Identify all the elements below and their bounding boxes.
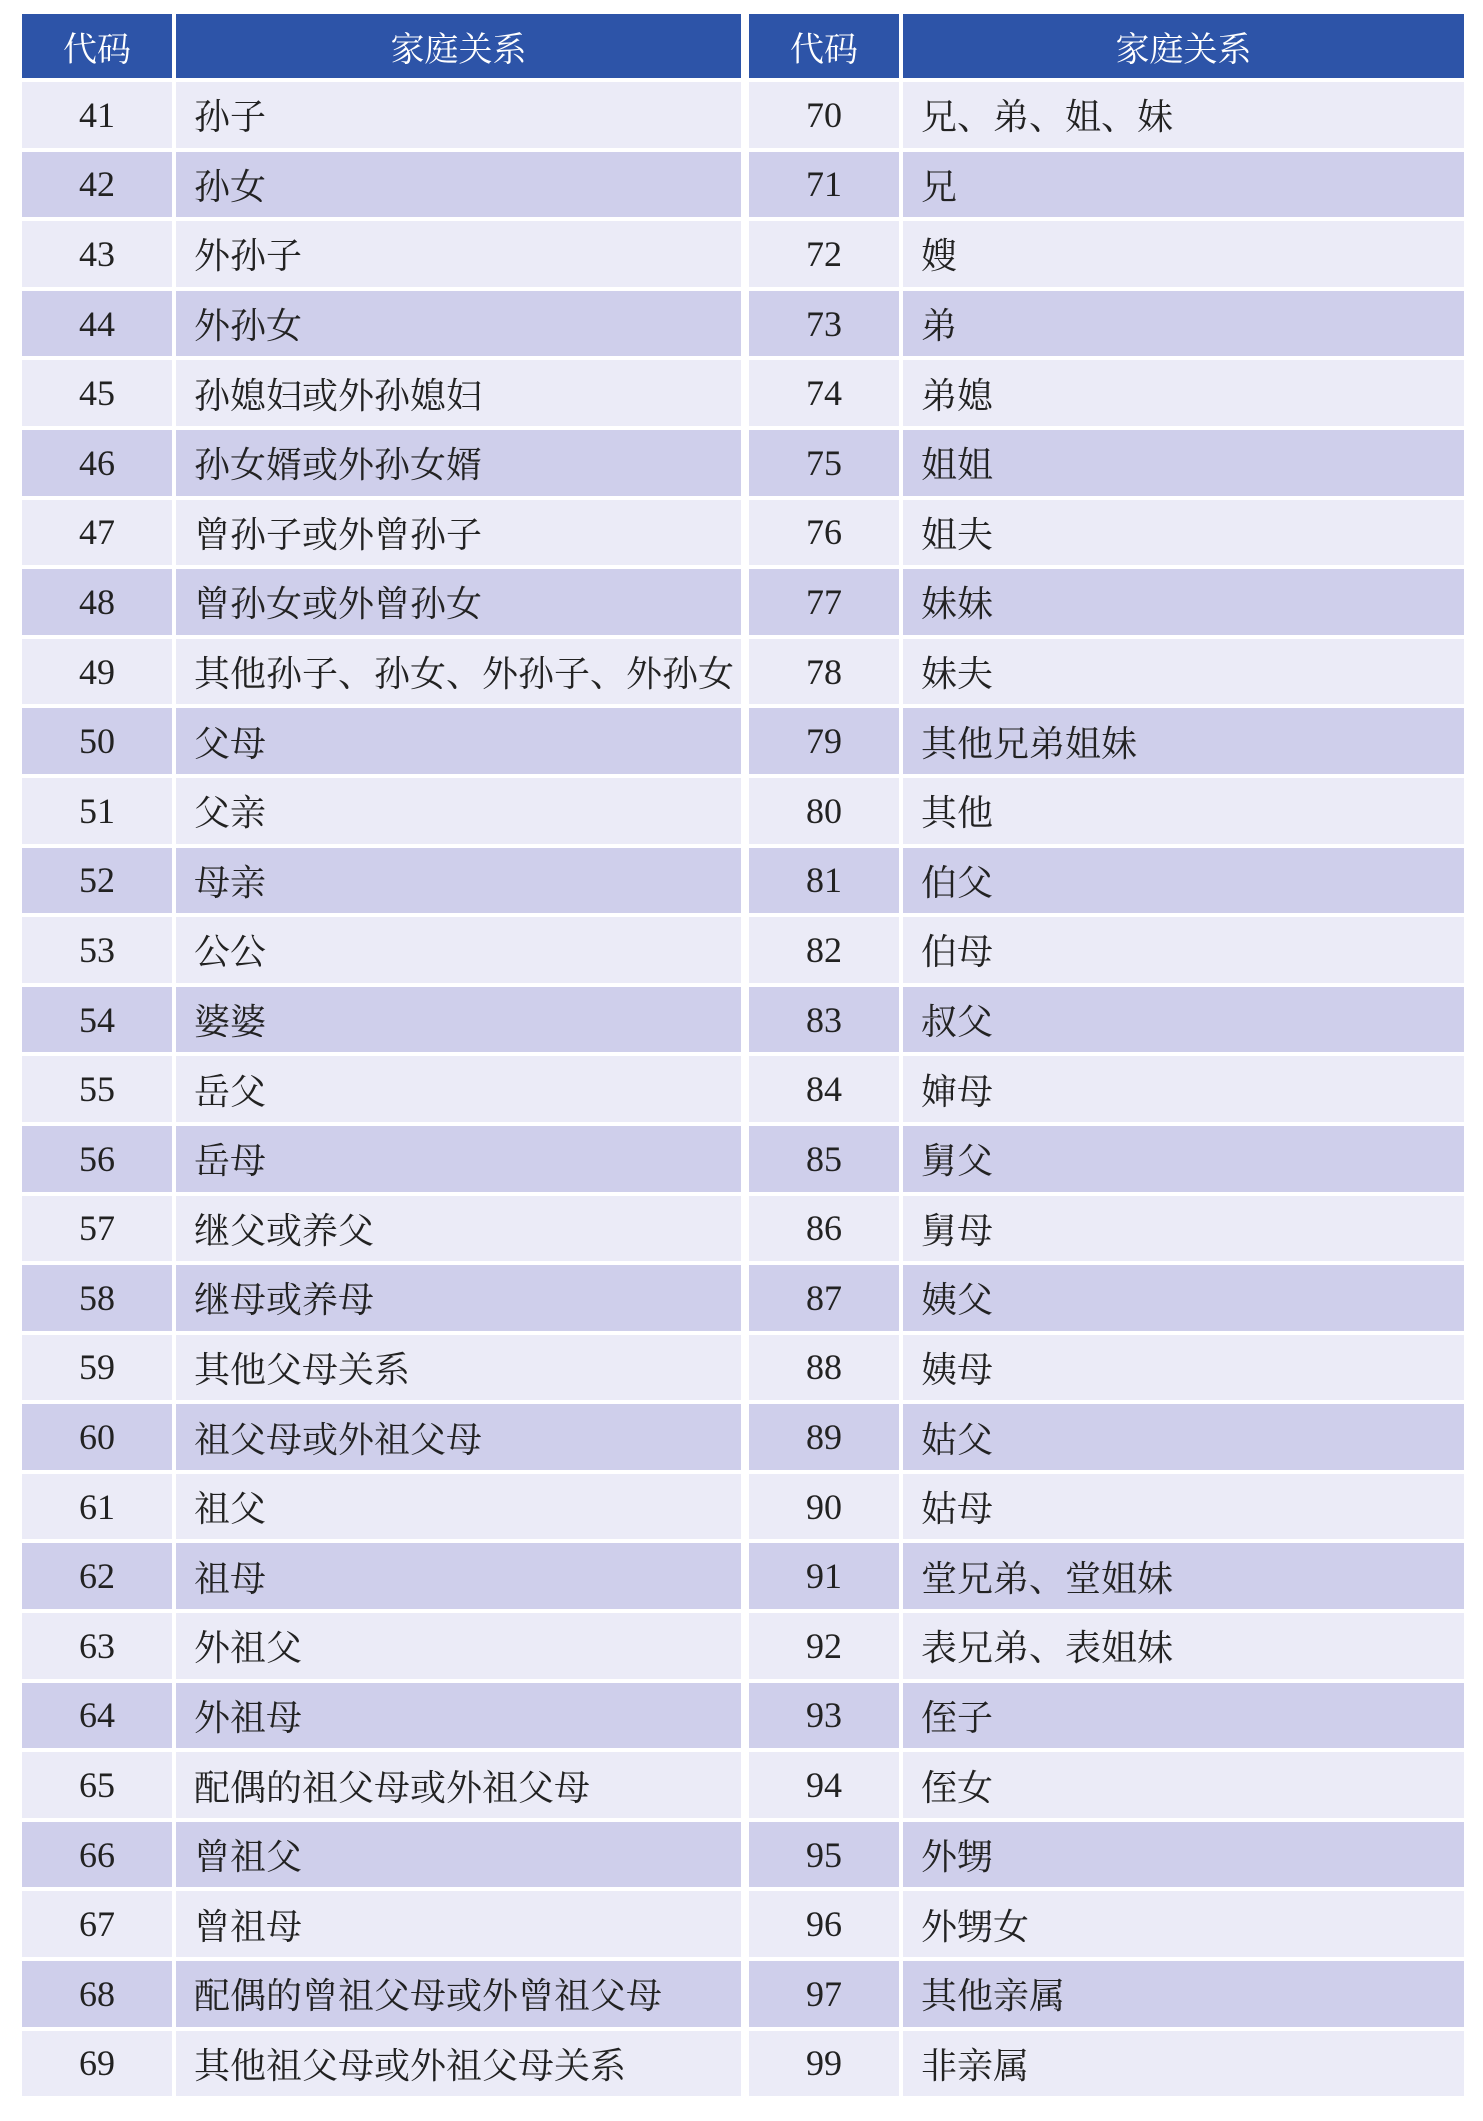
relation-cell: 舅母 [903,1196,1464,1262]
relation-cell: 其他亲属 [903,1961,1464,2027]
code-cell: 52 [22,848,172,914]
table-row [749,291,1464,357]
family-relation-code-table [22,14,1464,2096]
table-row [22,1335,741,1401]
code-cell: 47 [22,500,172,566]
code-cell: 86 [749,1196,899,1262]
relation-cell: 其他父母关系 [176,1335,741,1401]
code-cell: 54 [22,987,172,1053]
table-row [22,1265,741,1331]
relation-cell: 弟 [903,291,1464,357]
relation-cell: 弟媳 [903,360,1464,426]
code-cell: 74 [749,360,899,426]
relation-cell: 婆婆 [176,987,741,1053]
relation-cell: 曾祖母 [176,1891,741,1957]
relation-cell: 继父或养父 [176,1196,741,1262]
code-cell: 81 [749,848,899,914]
table-row [22,917,741,983]
table-row [749,2031,1464,2097]
table-row [22,987,741,1053]
relation-cell: 兄、弟、姐、妹 [903,82,1464,148]
table-row [22,430,741,496]
right-header-code: 代码 [749,14,899,78]
code-cell: 88 [749,1335,899,1401]
code-cell: 92 [749,1613,899,1679]
relation-cell: 其他 [903,778,1464,844]
table-row [22,1752,741,1818]
tables-wrapper [22,14,1464,2096]
right-header-row [749,14,1464,78]
table-row [749,221,1464,287]
table-row [749,569,1464,635]
left-header-row [22,14,741,78]
table-row [749,82,1464,148]
relation-cell: 岳父 [176,1056,741,1122]
code-cell: 87 [749,1265,899,1331]
table-row [22,569,741,635]
code-cell: 56 [22,1126,172,1192]
relation-cell: 侄女 [903,1752,1464,1818]
code-cell: 57 [22,1196,172,1262]
code-cell: 82 [749,917,899,983]
relation-cell: 姨父 [903,1265,1464,1331]
relation-cell: 曾孙子或外曾孙子 [176,500,741,566]
relation-cell: 表兄弟、表姐妹 [903,1613,1464,1679]
table-row [749,848,1464,914]
relation-cell: 外孙女 [176,291,741,357]
table-row [22,1404,741,1470]
code-cell: 61 [22,1474,172,1540]
table-row [749,1543,1464,1609]
right-header-relation: 家庭关系 [903,14,1464,78]
table-row [749,639,1464,705]
table-row [22,291,741,357]
relation-cell: 姐姐 [903,430,1464,496]
code-cell: 85 [749,1126,899,1192]
relation-cell: 伯父 [903,848,1464,914]
table-row [22,1683,741,1749]
code-cell: 46 [22,430,172,496]
relation-cell: 孙女婿或外孙女婿 [176,430,741,496]
table-row [749,152,1464,218]
table-row [749,430,1464,496]
relation-cell: 继母或养母 [176,1265,741,1331]
relation-cell: 孙子 [176,82,741,148]
table-row [749,1404,1464,1470]
code-cell: 63 [22,1613,172,1679]
code-cell: 70 [749,82,899,148]
table-row [749,778,1464,844]
relation-cell: 岳母 [176,1126,741,1192]
code-cell: 64 [22,1683,172,1749]
table-row [749,1752,1464,1818]
relation-cell: 伯母 [903,917,1464,983]
code-cell: 62 [22,1543,172,1609]
table-row [22,708,741,774]
table-row [22,1126,741,1192]
table-row [22,639,741,705]
code-cell: 65 [22,1752,172,1818]
relation-cell: 外甥 [903,1822,1464,1888]
relation-cell: 祖母 [176,1543,741,1609]
code-cell: 60 [22,1404,172,1470]
relation-cell: 姨母 [903,1335,1464,1401]
code-cell: 45 [22,360,172,426]
code-cell: 71 [749,152,899,218]
relation-cell: 曾孙女或外曾孙女 [176,569,741,635]
table-row [749,1613,1464,1679]
code-cell: 93 [749,1683,899,1749]
table-row [749,1474,1464,1540]
table-row [22,848,741,914]
code-cell: 44 [22,291,172,357]
code-cell: 59 [22,1335,172,1401]
table-row [22,1474,741,1540]
code-cell: 84 [749,1056,899,1122]
code-cell: 42 [22,152,172,218]
table-row [749,1961,1464,2027]
table-row [749,708,1464,774]
table-row [749,1196,1464,1262]
table-row [749,1056,1464,1122]
table-row [22,1543,741,1609]
code-cell: 97 [749,1961,899,2027]
table-row [749,1822,1464,1888]
relation-cell: 曾祖父 [176,1822,741,1888]
table-row [749,917,1464,983]
table-row [749,1265,1464,1331]
code-cell: 50 [22,708,172,774]
table-row [22,778,741,844]
table-row [749,1683,1464,1749]
relation-cell: 嫂 [903,221,1464,287]
code-cell: 55 [22,1056,172,1122]
code-cell: 89 [749,1404,899,1470]
table-row [22,360,741,426]
table-row [749,500,1464,566]
code-cell: 58 [22,1265,172,1331]
code-cell: 69 [22,2031,172,2097]
right-table-body [749,82,1464,2096]
relation-cell: 姑母 [903,1474,1464,1540]
table-row [749,360,1464,426]
relation-cell: 舅父 [903,1126,1464,1192]
relation-cell: 婶母 [903,1056,1464,1122]
left-header-relation: 家庭关系 [176,14,741,78]
code-cell: 75 [749,430,899,496]
table-row [22,2031,741,2097]
code-cell: 43 [22,221,172,287]
relation-cell: 祖父 [176,1474,741,1540]
code-cell: 51 [22,778,172,844]
relation-cell: 外甥女 [903,1891,1464,1957]
relation-cell: 公公 [176,917,741,983]
relation-cell: 母亲 [176,848,741,914]
code-cell: 80 [749,778,899,844]
table-row [22,82,741,148]
relation-cell: 其他孙子、孙女、外孙子、外孙女 [176,639,741,705]
code-cell: 66 [22,1822,172,1888]
right-table [745,10,1468,2100]
table-row [749,1335,1464,1401]
code-cell: 67 [22,1891,172,1957]
code-cell: 95 [749,1822,899,1888]
code-cell: 83 [749,987,899,1053]
relation-cell: 孙媳妇或外孙媳妇 [176,360,741,426]
relation-cell: 妹妹 [903,569,1464,635]
table-row [749,1126,1464,1192]
relation-cell: 外祖父 [176,1613,741,1679]
table-row [22,152,741,218]
code-cell: 91 [749,1543,899,1609]
relation-cell: 其他祖父母或外祖父母关系 [176,2031,741,2097]
table-row [22,1056,741,1122]
relation-cell: 祖父母或外祖父母 [176,1404,741,1470]
relation-cell: 兄 [903,152,1464,218]
code-cell: 41 [22,82,172,148]
relation-cell: 父母 [176,708,741,774]
relation-cell: 侄子 [903,1683,1464,1749]
table-row [22,500,741,566]
table-row [22,221,741,287]
relation-cell: 配偶的祖父母或外祖父母 [176,1752,741,1818]
code-cell: 78 [749,639,899,705]
table-row [749,1891,1464,1957]
code-cell: 73 [749,291,899,357]
relation-cell: 非亲属 [903,2031,1464,2097]
code-cell: 77 [749,569,899,635]
code-cell: 53 [22,917,172,983]
relation-cell: 姐夫 [903,500,1464,566]
code-cell: 79 [749,708,899,774]
code-cell: 96 [749,1891,899,1957]
relation-cell: 姑父 [903,1404,1464,1470]
table-row [749,987,1464,1053]
table-row [22,1613,741,1679]
code-cell: 68 [22,1961,172,2027]
code-cell: 76 [749,500,899,566]
code-cell: 48 [22,569,172,635]
left-table [18,10,745,2100]
left-table-body [22,82,741,2096]
table-row [22,1822,741,1888]
code-cell: 49 [22,639,172,705]
relation-cell: 外孙子 [176,221,741,287]
relation-cell: 孙女 [176,152,741,218]
relation-cell: 父亲 [176,778,741,844]
table-row [22,1891,741,1957]
code-cell: 90 [749,1474,899,1540]
code-cell: 72 [749,221,899,287]
relation-cell: 其他兄弟姐妹 [903,708,1464,774]
table-row [22,1961,741,2027]
relation-cell: 外祖母 [176,1683,741,1749]
relation-cell: 堂兄弟、堂姐妹 [903,1543,1464,1609]
code-cell: 99 [749,2031,899,2097]
relation-cell: 叔父 [903,987,1464,1053]
relation-cell: 配偶的曾祖父母或外曾祖父母 [176,1961,741,2027]
left-header-code: 代码 [22,14,172,78]
table-row [22,1196,741,1262]
relation-cell: 妹夫 [903,639,1464,705]
code-cell: 94 [749,1752,899,1818]
